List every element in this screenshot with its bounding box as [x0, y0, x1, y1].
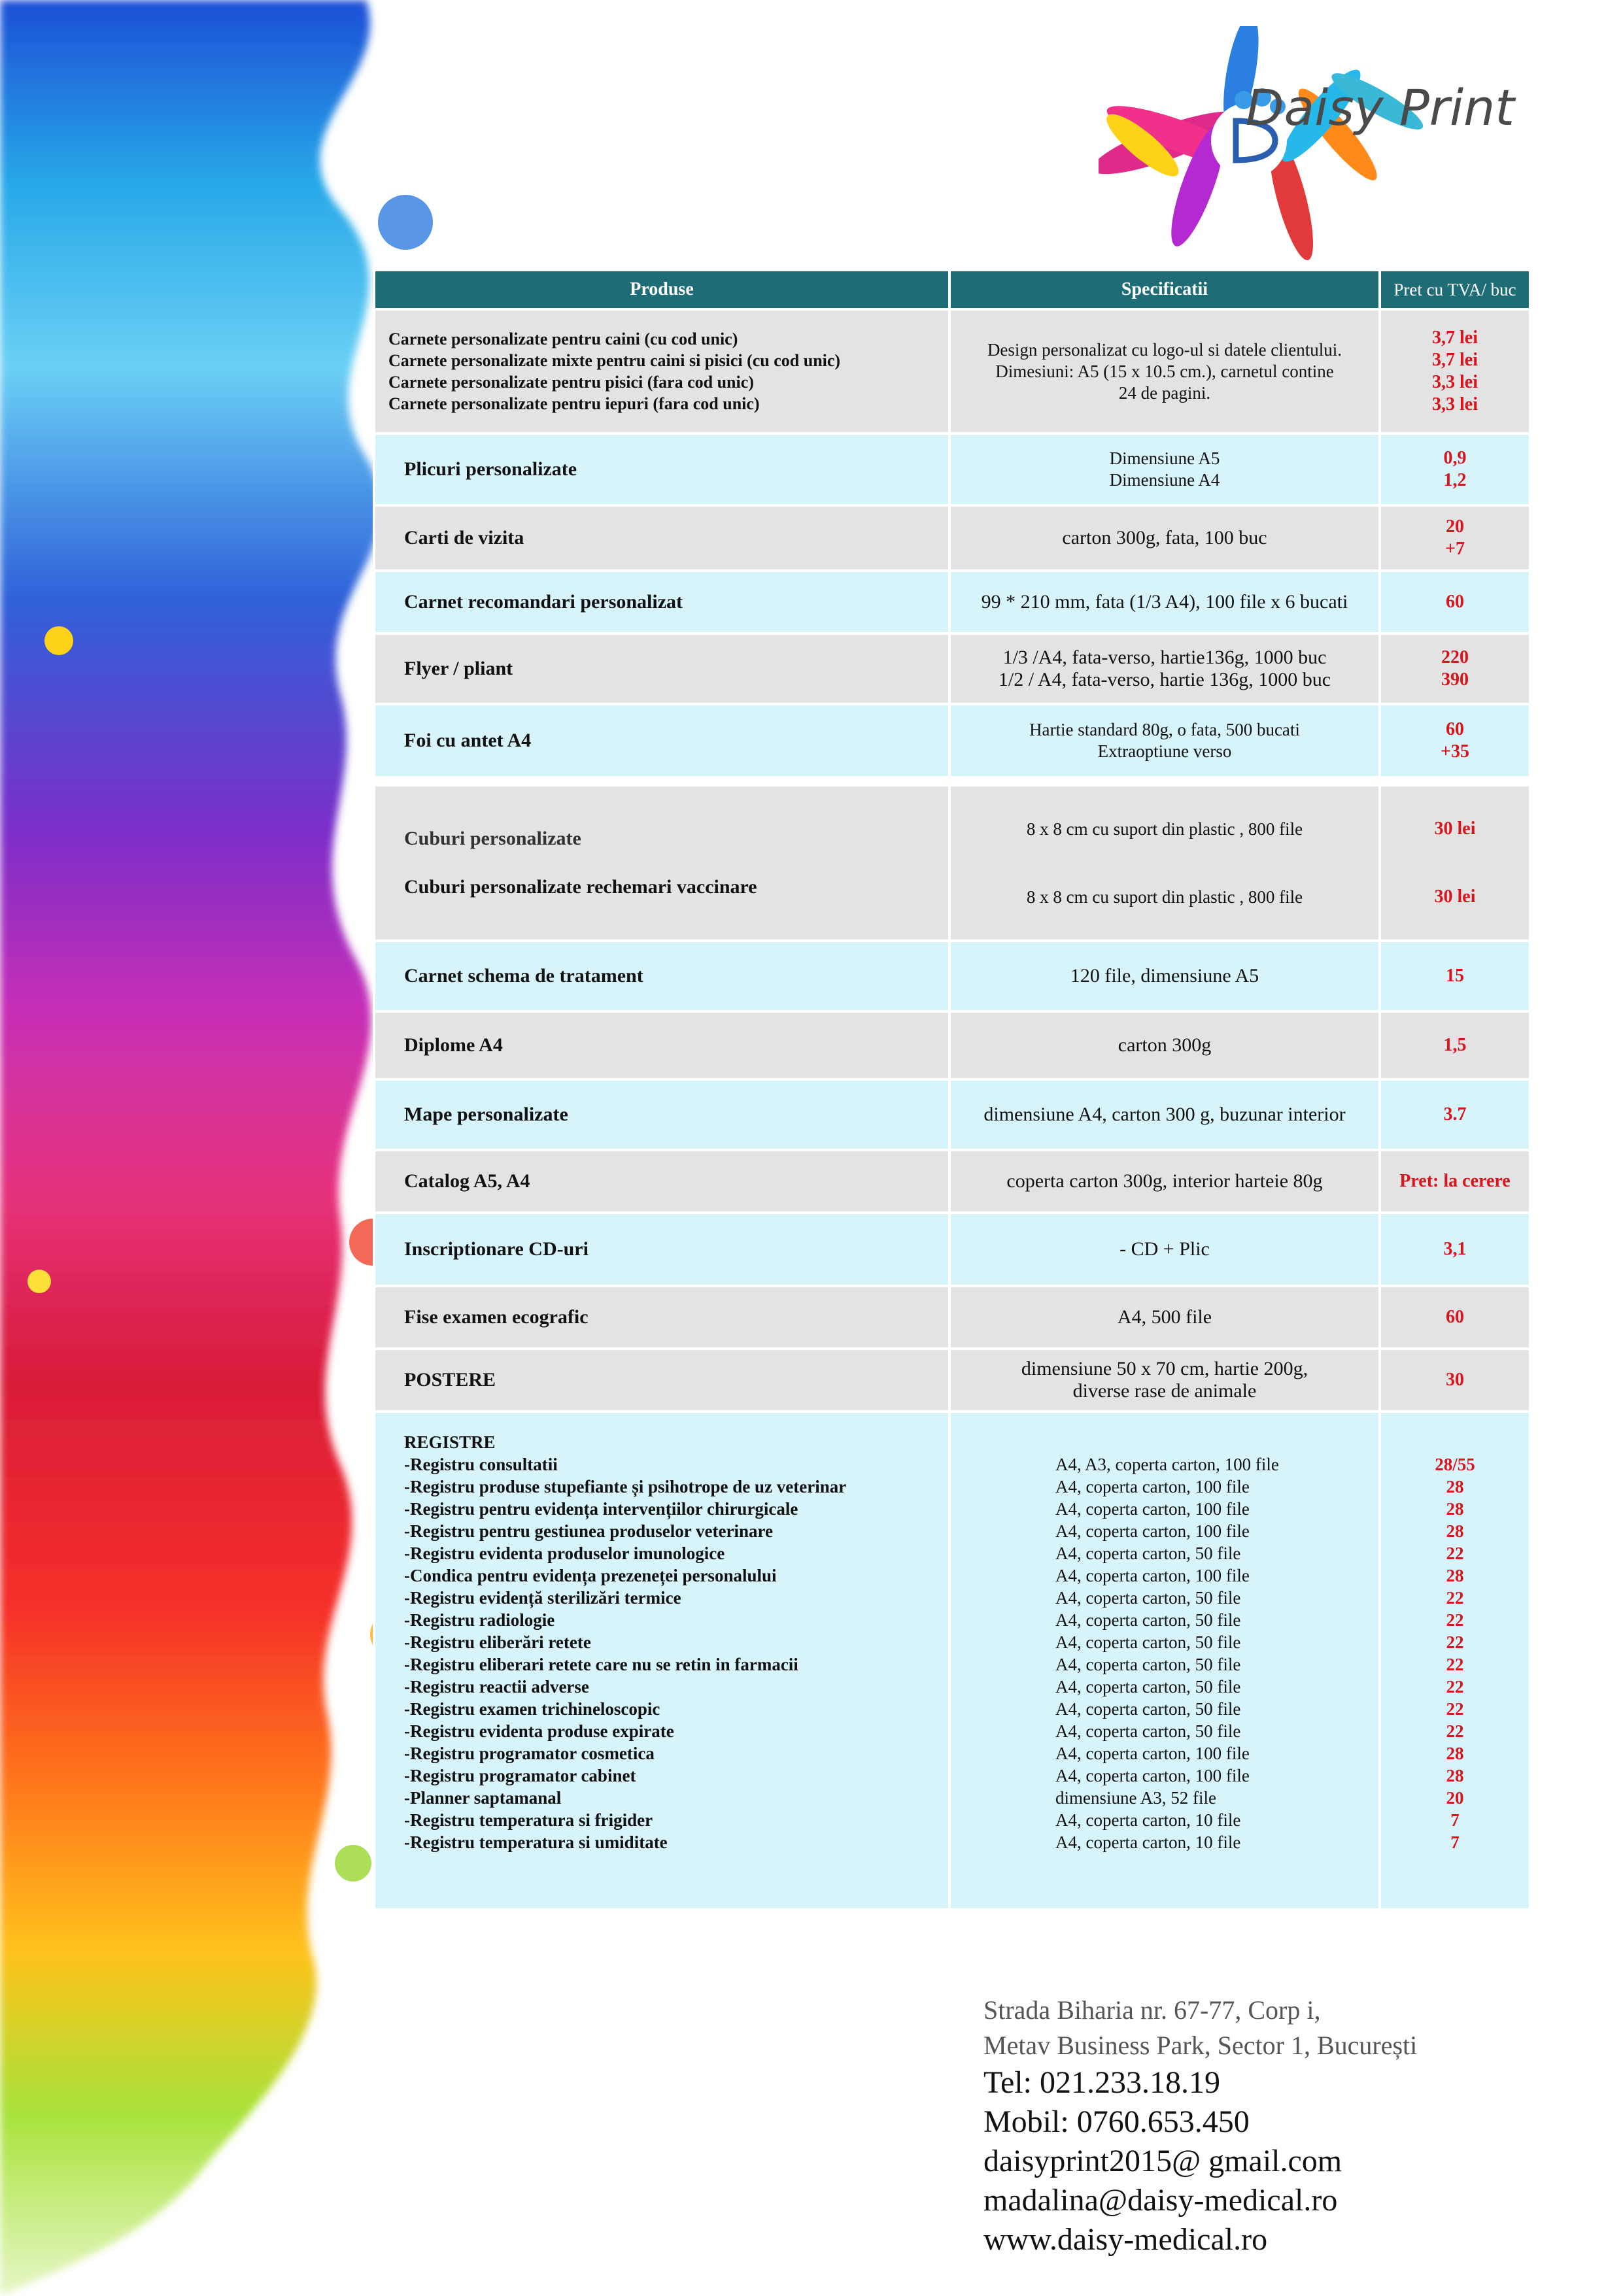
- table-row: [374, 1011, 1530, 1079]
- product-cell: Carnet recomandari personalizat: [374, 571, 949, 633]
- price-cell: Pret: la cerere: [1380, 1150, 1530, 1213]
- price-cell: 60: [1380, 571, 1530, 633]
- product-cell: Catalog A5, A4: [374, 1150, 949, 1213]
- product-cell: Diplome A4: [374, 1011, 949, 1079]
- logo-text: Daisy Print: [1246, 78, 1515, 137]
- price-cell: 20 +7: [1380, 505, 1530, 571]
- header-spec: Specificatii: [949, 270, 1380, 309]
- product-cell: Carnete personalizate pentru caini (cu cod unic) Carnete personalizate mixte pentru caini si pisici (cu cod unic) Carnete personalizate pentru pisici (fara cod unic) Carnete personalizate pentru iepuri (fara cod unic): [374, 309, 949, 433]
- email-madalina[interactable]: madalina@daisy-medical.ro: [983, 2183, 1338, 2218]
- phone[interactable]: Tel: 021.233.18.19: [983, 2065, 1220, 2100]
- price-cell: 3,7 lei 3,7 lei 3,3 lei 3,3 lei: [1380, 309, 1530, 433]
- table-row: [374, 1079, 1530, 1150]
- table-row: [374, 571, 1530, 633]
- spec-cell: 120 file, dimensiune A5: [949, 941, 1380, 1011]
- price-cell: 3,1: [1380, 1213, 1530, 1286]
- price-cell: 30 lei 30 lei: [1380, 785, 1530, 941]
- spec-cell: carton 300g: [949, 1011, 1380, 1079]
- spec-cell: Hartie standard 80g, o fata, 500 bucati Extraoptiune verso: [949, 704, 1380, 777]
- price-cell: 0,9 1,2: [1380, 433, 1530, 505]
- spec-cell: dimensiune A4, carton 300 g, buzunar interior: [949, 1079, 1380, 1150]
- table-row: [374, 941, 1530, 1011]
- header-product: Produse: [374, 270, 949, 309]
- product-cell: Fise examen ecografic: [374, 1286, 949, 1349]
- registre-products: REGISTRE -Registru consultatii -Registru produse stupefiante și psihotrope de uz veterinar -Registru pentru evidența intervențiilor chirurgicale -Registru pentru gestiunea produselor veterinare -Registru evidenta produselor imunologice -Condica pentru evidența prezeneței personalului -Registru evidență sterilizări termice -Registru radiologie -Registru eliberări retete -Registru eliberari retete care nu se retin in farmacii -Registru reactii adverse -Registru examen trichineloscopic -Registru evidenta produse expirate -Registru programator cosmetica -Registru programator cabinet -Planner saptamanal -Registru temperatura si frigider -Registru temperatura si umiditate: [374, 1411, 949, 1910]
- website-link[interactable]: www.daisy-medical.ro: [983, 2222, 1268, 2257]
- price-table: [373, 269, 1531, 1911]
- email-daisyprint[interactable]: daisyprint2015@ gmail.com: [983, 2144, 1342, 2178]
- price-cell: 60 +35: [1380, 704, 1530, 777]
- product-cell: Plicuri personalizate: [374, 433, 949, 505]
- spec-cell: Design personalizat cu logo-ul si datele clientului. Dimesiuni: A5 (15 x 10.5 cm.), carnetul contine 24 de pagini.: [949, 309, 1380, 433]
- spec-cell: - CD + Plic: [949, 1213, 1380, 1286]
- spec-cell: coperta carton 300g, interior harteie 80g: [949, 1150, 1380, 1213]
- product-cell: Carti de vizita: [374, 505, 949, 571]
- product-cell: Foi cu antet A4: [374, 704, 949, 777]
- table-row: [374, 1349, 1530, 1411]
- price-cell: 60: [1380, 1286, 1530, 1349]
- spec-cell: carton 300g, fata, 100 buc: [949, 505, 1380, 571]
- registre-prices: 28/55 28 28 28 22 28 22 22 22 22 22 22 22 28 28 20 7 7: [1380, 1411, 1530, 1910]
- mobile-phone[interactable]: Mobil: 0760.653.450: [983, 2104, 1250, 2139]
- spec-cell: 99 * 210 mm, fata (1/3 A4), 100 file x 6 bucati: [949, 571, 1380, 633]
- spec-cell: dimensiune 50 x 70 cm, hartie 200g, diverse rase de animale: [949, 1349, 1380, 1411]
- price-cell: 15: [1380, 941, 1530, 1011]
- address-line-1: Strada Biharia nr. 67-77, Corp i,: [983, 1995, 1321, 2025]
- table-row: [374, 704, 1530, 777]
- product-cell: Carnet schema de tratament: [374, 941, 949, 1011]
- spec-cell: A4, 500 file: [949, 1286, 1380, 1349]
- product-cell: POSTERE: [374, 1349, 949, 1411]
- price-cell: 3.7: [1380, 1079, 1530, 1150]
- registre-title: REGISTRE: [404, 1432, 496, 1452]
- spec-cell: 8 x 8 cm cu suport din plastic , 800 file 8 x 8 cm cu suport din plastic , 800 file: [949, 785, 1380, 941]
- contact-info: [983, 1993, 1417, 2259]
- table-row: [374, 1286, 1530, 1349]
- daisy-print-logo: [1099, 26, 1465, 262]
- product-cell: Cuburi personalizate Cuburi personalizate rechemari vaccinare: [374, 785, 949, 941]
- table-row: [374, 633, 1530, 704]
- table-row: [374, 1150, 1530, 1213]
- spec-cell: 1/3 /A4, fata-verso, hartie136g, 1000 buc 1/2 / A4, fata-verso, hartie 136g, 1000 buc: [949, 633, 1380, 704]
- table-row: [374, 785, 1530, 941]
- table-row: [374, 1213, 1530, 1286]
- table-row: [374, 433, 1530, 505]
- price-cell: 30: [1380, 1349, 1530, 1411]
- price-cell: 1,5: [1380, 1011, 1530, 1079]
- address-line-2: Metav Business Park, Sector 1, București: [983, 2031, 1418, 2060]
- product-cell: Mape personalizate: [374, 1079, 949, 1150]
- table-row: [374, 505, 1530, 571]
- registre-specs: A4, A3, coperta carton, 100 file A4, coperta carton, 100 file A4, coperta carton, 100 file A4, coperta carton, 100 file A4, coperta carton, 50 file A4, coperta carton, 100 file A4, coperta carton, 50 file A4, coperta carton, 50 file A4, coperta carton, 50 file A4, coperta carton, 50 file A4, coperta carton, 50 file A4, coperta carton, 50 file A4, coperta carton, 50 file A4, coperta carton, 100 file A4, coperta carton, 100 file dimensiune A3, 52 file A4, coperta carton, 10 file A4, coperta carton, 10 file: [949, 1411, 1380, 1910]
- spacer-row: [374, 777, 1530, 785]
- product-cell: Inscriptionare CD-uri: [374, 1213, 949, 1286]
- price-cell: 220 390: [1380, 633, 1530, 704]
- header-price: Pret cu TVA/ buc: [1380, 270, 1530, 309]
- product-cell: Flyer / pliant: [374, 633, 949, 704]
- registre-row: [374, 1411, 1530, 1910]
- table-row: [374, 309, 1530, 433]
- table-header-row: [374, 270, 1530, 309]
- spec-cell: Dimensiune A5 Dimensiune A4: [949, 433, 1380, 505]
